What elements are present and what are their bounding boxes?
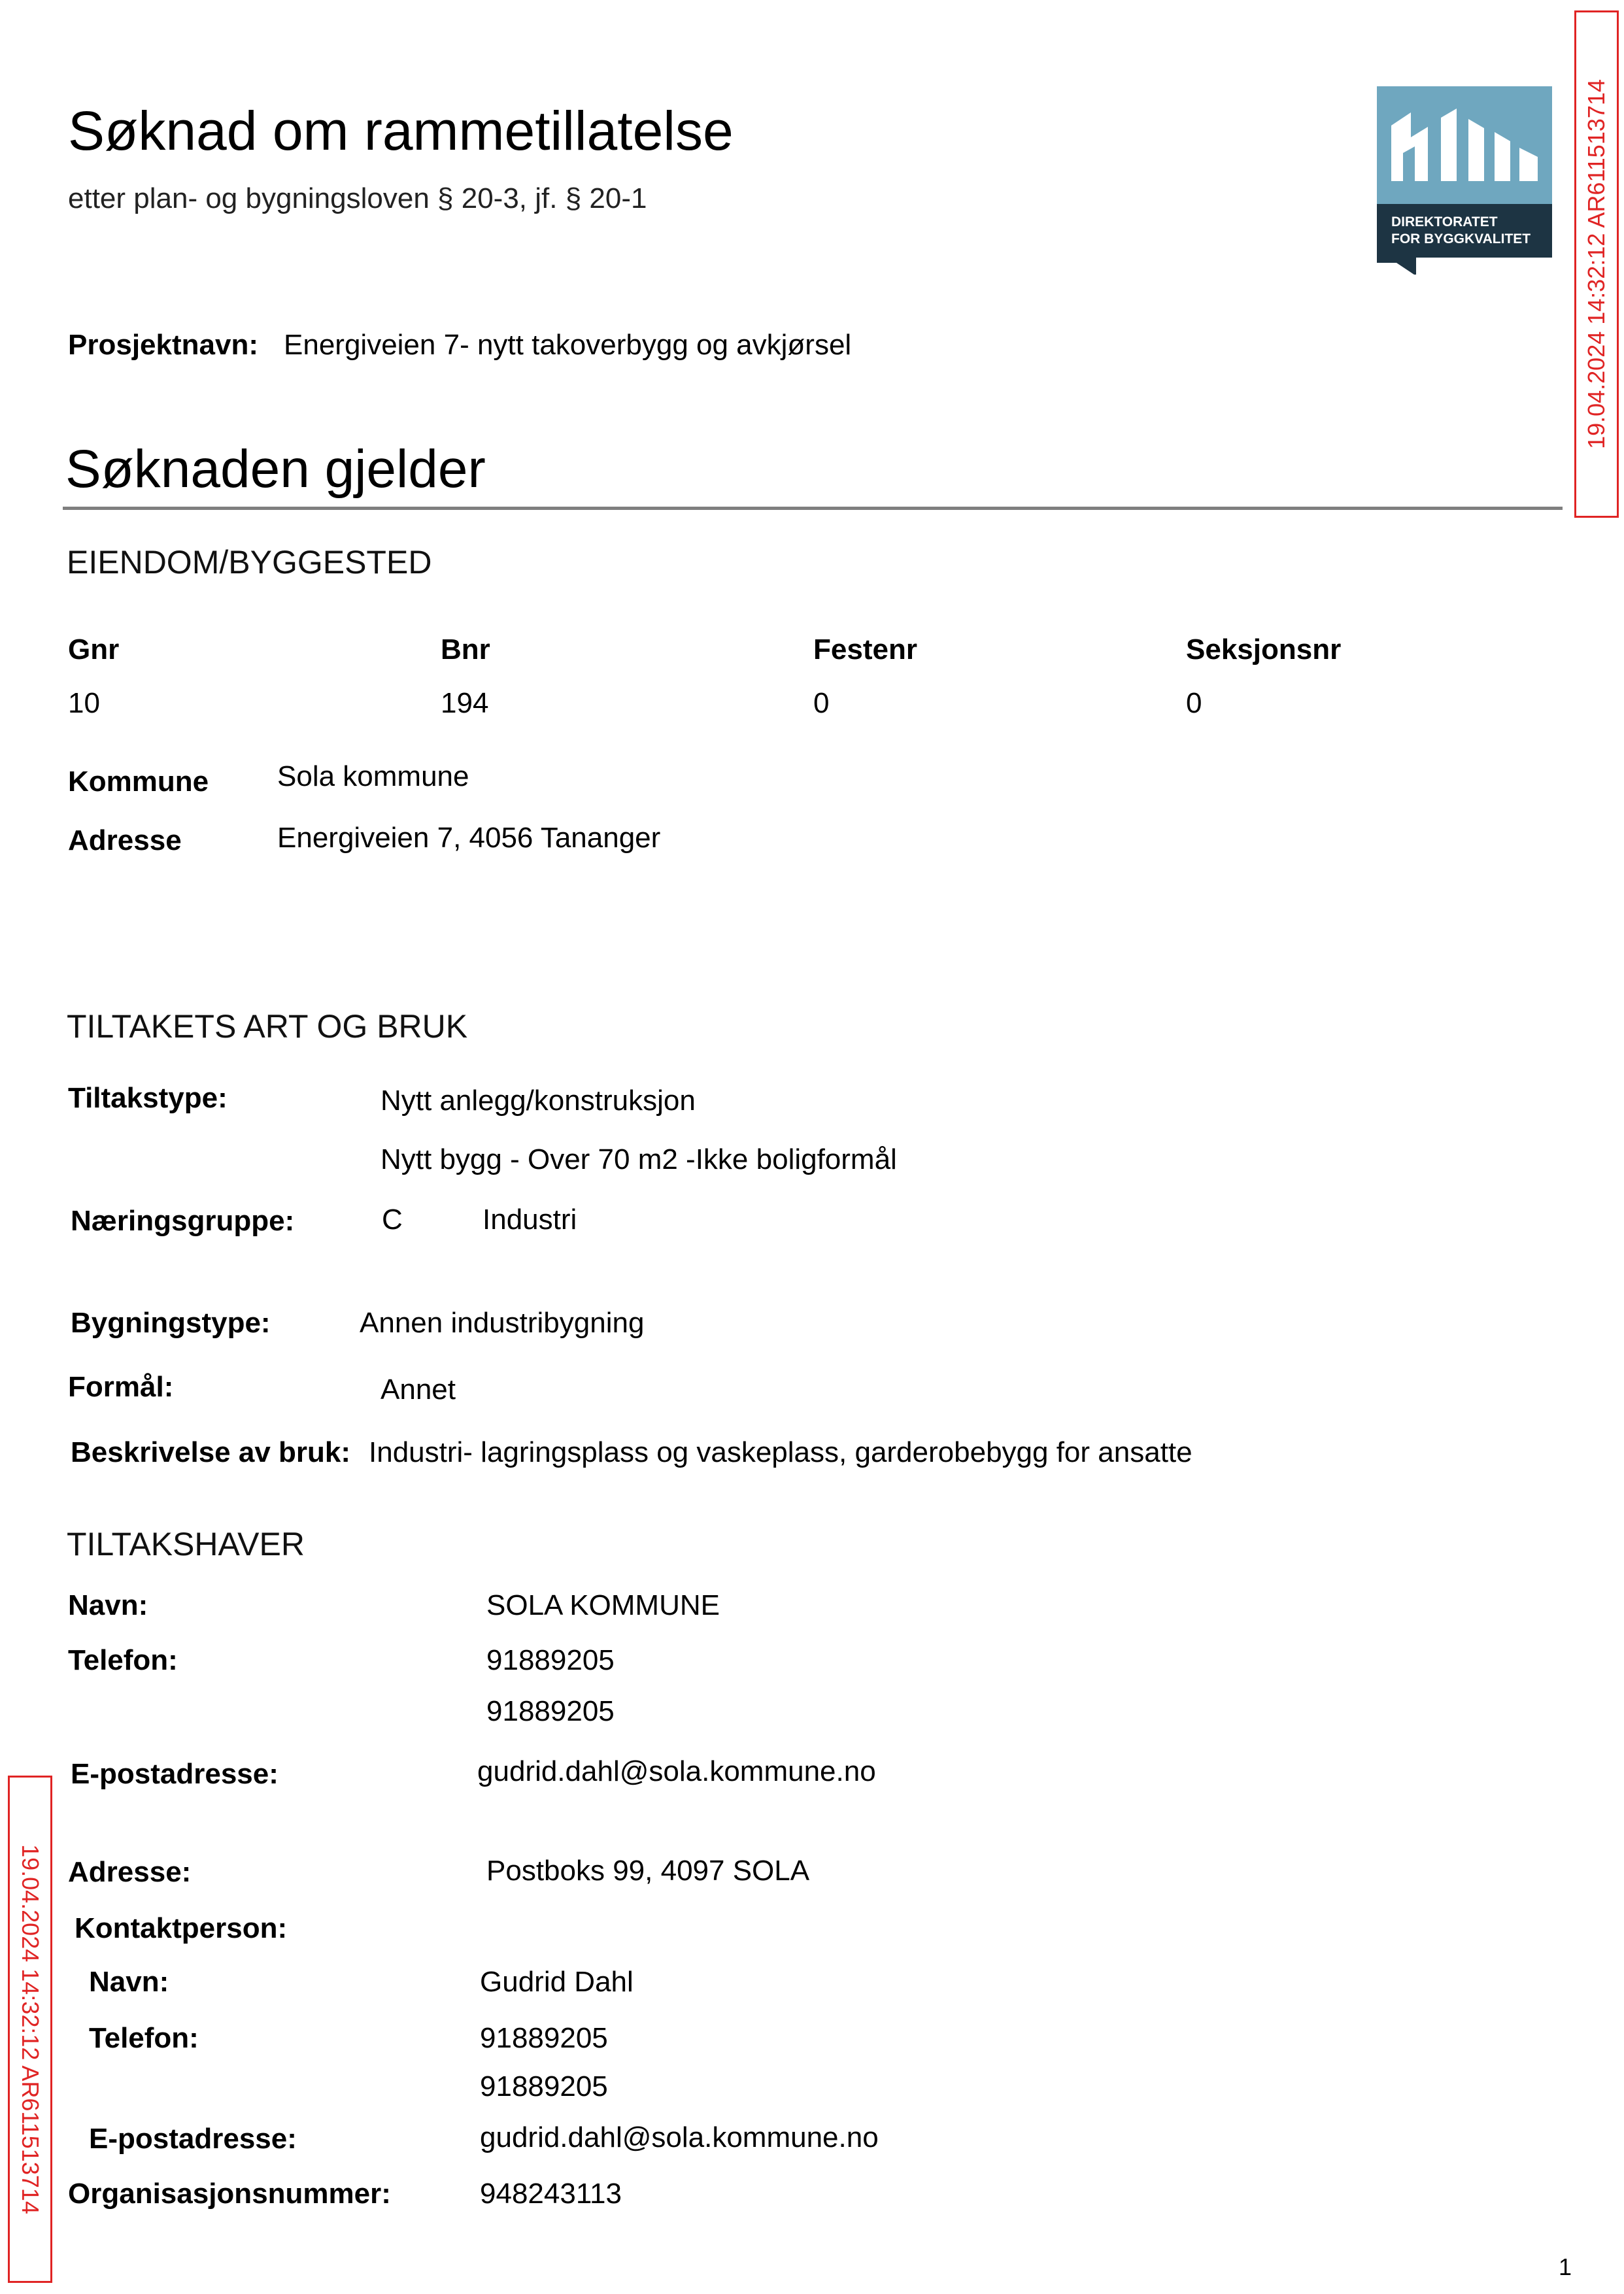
tiltakstype-value-1: Nytt anlegg/konstruksjon bbox=[381, 1085, 696, 1117]
kontakt-navn-label: Navn: bbox=[89, 1966, 169, 1998]
gnr-label: Gnr bbox=[68, 633, 120, 666]
document-subtitle: etter plan- og bygningsloven § 20-3, jf. § 20-1 bbox=[68, 182, 647, 214]
formaal-label: Formål: bbox=[68, 1371, 174, 1403]
gnr-value: 10 bbox=[68, 687, 100, 719]
kommune-value: Sola kommune bbox=[277, 760, 469, 792]
kontakt-navn-value: Gudrid Dahl bbox=[480, 1966, 634, 1998]
telefon-value-1: 91889205 bbox=[486, 1644, 615, 1676]
navn-label: Navn: bbox=[68, 1589, 148, 1621]
bnr-value: 194 bbox=[441, 687, 489, 719]
document-title: Søknad om rammetillatelse bbox=[68, 100, 734, 161]
kontakt-epost-label: E-postadresse: bbox=[89, 2123, 297, 2155]
orgnr-value: 948243113 bbox=[480, 2178, 622, 2210]
section-title: Søknaden gjelder bbox=[65, 439, 486, 499]
tiltakstype-value-2: Nytt bygg - Over 70 m2 -Ikke boligformål bbox=[381, 1143, 897, 1175]
bygningstype-value: Annen industribygning bbox=[360, 1307, 645, 1339]
adresse-value: Energiveien 7, 4056 Tananger bbox=[277, 822, 661, 854]
seksjonsnr-label: Seksjonsnr bbox=[1186, 633, 1342, 666]
tiltakshaver-adresse-label: Adresse: bbox=[68, 1856, 192, 1888]
naeringsgruppe-code: C bbox=[382, 1204, 403, 1236]
navn-value: SOLA KOMMUNE bbox=[486, 1589, 720, 1621]
telefon-value-2: 91889205 bbox=[486, 1695, 615, 1727]
naeringsgruppe-label: Næringsgruppe: bbox=[71, 1205, 295, 1237]
beskrivelse-label: Beskrivelse av bruk: bbox=[71, 1436, 351, 1468]
timestamp-stamp-top bbox=[1574, 10, 1619, 518]
adresse-label: Adresse bbox=[68, 824, 182, 856]
stamp-text: 19.04.2024 14:32:12 AR611513714 bbox=[17, 1844, 44, 2214]
seksjonsnr-value: 0 bbox=[1186, 687, 1202, 719]
stamp-text: 19.04.2024 14:32:12 AR611513714 bbox=[1583, 79, 1610, 449]
kontakt-telefon-value-1: 91889205 bbox=[480, 2022, 608, 2054]
property-heading: EIENDOM/BYGGESTED bbox=[67, 544, 432, 581]
tiltakshaver-adresse-value: Postboks 99, 4097 SOLA bbox=[486, 1855, 810, 1887]
project-value: Energiveien 7- nytt takoverbygg og avkjørsel bbox=[284, 329, 852, 361]
logo-text-line1: DIREKTORATET bbox=[1391, 214, 1498, 229]
dibk-logo bbox=[1377, 86, 1552, 275]
page-number: 1 bbox=[1559, 2253, 1572, 2280]
festenr-value: 0 bbox=[813, 687, 830, 719]
timestamp-stamp-bottom bbox=[8, 1776, 52, 2283]
beskrivelse-value: Industri- lagringsplass og vaskeplass, garderobebygg for ansatte bbox=[369, 1436, 1193, 1468]
project-label: Prosjektnavn: bbox=[68, 329, 258, 361]
epost-value: gudrid.dahl@sola.kommune.no bbox=[477, 1755, 876, 1787]
epost-label: E-postadresse: bbox=[71, 1758, 279, 1790]
naeringsgruppe-name: Industri bbox=[482, 1204, 577, 1236]
logo-text-line2: FOR BYGGKVALITET bbox=[1391, 231, 1531, 246]
kontakt-telefon-value-2: 91889205 bbox=[480, 2070, 608, 2102]
bnr-label: Bnr bbox=[441, 633, 490, 666]
bygningstype-label: Bygningstype: bbox=[71, 1307, 271, 1339]
tiltakstype-label: Tiltakstype: bbox=[68, 1082, 228, 1114]
festenr-label: Festenr bbox=[813, 633, 917, 666]
kontakt-epost-value: gudrid.dahl@sola.kommune.no bbox=[480, 2121, 879, 2153]
tiltak-heading: TILTAKETS ART OG BRUK bbox=[67, 1008, 468, 1045]
tiltakshaver-heading: TILTAKSHAVER bbox=[67, 1526, 305, 1562]
formaal-value: Annet bbox=[381, 1374, 456, 1406]
telefon-label: Telefon: bbox=[68, 1644, 178, 1676]
section-divider bbox=[63, 507, 1563, 510]
kontakt-telefon-label: Telefon: bbox=[89, 2022, 199, 2054]
kontaktperson-label: Kontaktperson: bbox=[75, 1912, 288, 1944]
kommune-label: Kommune bbox=[68, 766, 209, 798]
orgnr-label: Organisasjonsnummer: bbox=[68, 2178, 391, 2210]
